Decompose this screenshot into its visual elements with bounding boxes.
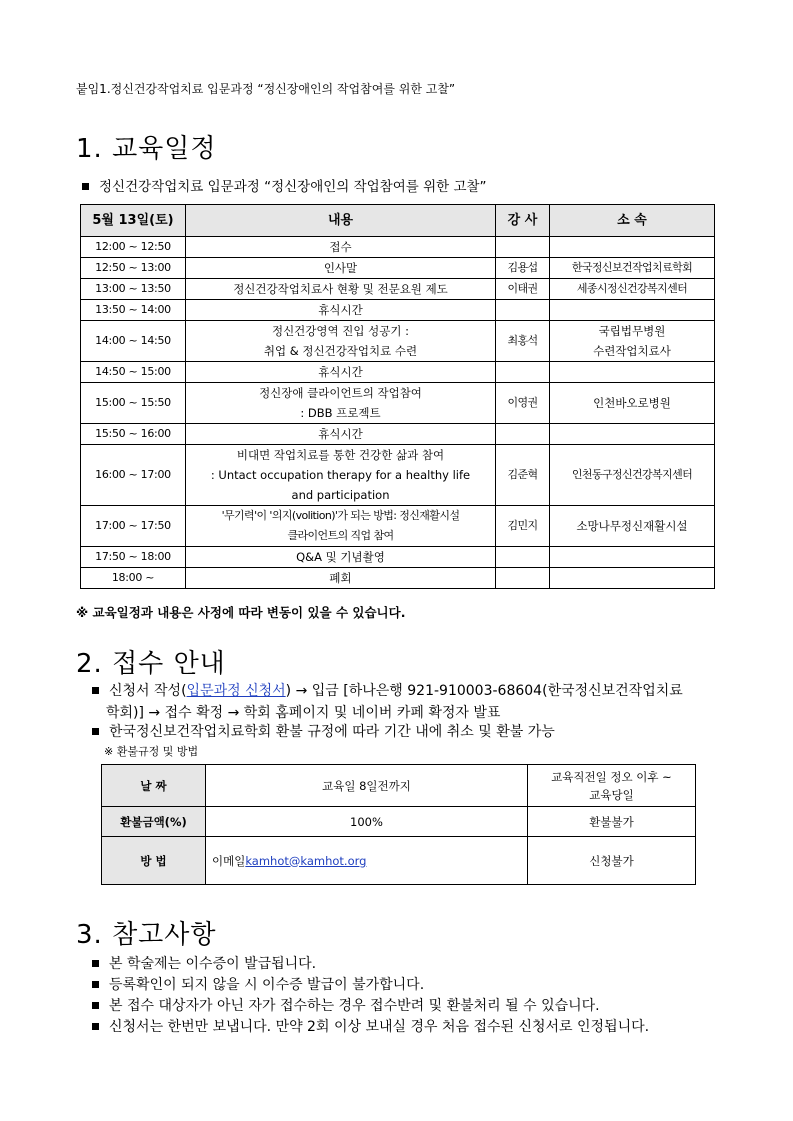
refund-label-amount: 환불금액(%) [102, 807, 206, 837]
refund-row-amount [102, 807, 696, 837]
row-speaker: 김민지 [496, 506, 550, 547]
row-org: 한국정신보건작업치료학회 [550, 258, 715, 279]
refund-policy-item [92, 721, 555, 743]
application-form-link[interactable]: 입문과정 신청서 [186, 683, 286, 699]
header-date: 5월 13일(토) [81, 205, 186, 237]
row-speaker: 김준혁 [496, 445, 550, 506]
header-org: 소 속 [550, 205, 715, 237]
schedule-subtitle [82, 175, 487, 195]
row-speaker [496, 568, 550, 589]
note-text: 본 학술제는 이수증이 발급됩니다. [109, 956, 317, 972]
table-row [81, 445, 715, 506]
row-org [550, 321, 715, 362]
row-speaker [496, 362, 550, 383]
row-time: 14:50 ~ 15:00 [81, 362, 186, 383]
table-row [81, 383, 715, 424]
row-speaker: 이태권 [496, 279, 550, 300]
refund-policy-text: 한국정신보건작업치료학회 환불 규정에 따라 기간 내에 취소 및 환불 가능 [109, 724, 555, 740]
table-row [81, 300, 715, 321]
row-content: 접수 [186, 237, 496, 258]
row-org: 인천바오로병원 [550, 383, 715, 424]
row-org [550, 424, 715, 445]
row-time: 13:00 ~ 13:50 [81, 279, 186, 300]
row-org [550, 568, 715, 589]
reg-text-line2: 학회)] → 접수 확정 → 학회 홈페이지 및 네이버 카페 확정자 발표 [106, 705, 501, 721]
table-row [81, 568, 715, 589]
row-org: 인천동구정신건강복지센터 [550, 445, 715, 506]
note-text: 본 접수 대상자가 아닌 자가 접수하는 경우 접수반려 및 환불처리 될 수 있습니다. [109, 998, 600, 1014]
refund-note: ※ 환불규정 및 방법 [104, 745, 199, 758]
row-content [186, 445, 496, 506]
row-content: Q&A 및 기념촬영 [186, 547, 496, 568]
bullet-icon [92, 1023, 99, 1030]
table-row [81, 279, 715, 300]
row-content: 폐회 [186, 568, 496, 589]
row-org [550, 237, 715, 258]
row-speaker: 최홍석 [496, 321, 550, 362]
content-line: 취업 & 정신건강작업치료 수련 [263, 344, 418, 358]
row-time: 16:00 ~ 17:00 [81, 445, 186, 506]
row-speaker: 김용섭 [496, 258, 550, 279]
row-content [186, 506, 496, 547]
table-row [81, 424, 715, 445]
row-time: 15:50 ~ 16:00 [81, 424, 186, 445]
row-time: 12:00 ~ 12:50 [81, 237, 186, 258]
row-content: 휴식시간 [186, 362, 496, 383]
row-org: 세종시정신건강복지센터 [550, 279, 715, 300]
row-time: 17:50 ~ 18:00 [81, 547, 186, 568]
table-row [81, 258, 715, 279]
attachment-header: 붙임1.정신건강작업치료 입문과정 “정신장애인의 작업참여를 위한 고찰” [76, 82, 456, 96]
refund-label-date: 날 짜 [102, 765, 206, 807]
row-time: 18:00 ~ [81, 568, 186, 589]
note-text: 신청서는 한번만 보냅니다. 만약 2회 이상 보내실 경우 처음 접수된 신청서로 인정됩니다. [109, 1019, 650, 1035]
row-content: 정신건강작업치료사 현황 및 전문요원 제도 [186, 279, 496, 300]
bullet-icon [82, 183, 89, 190]
row-time: 13:50 ~ 14:00 [81, 300, 186, 321]
schedule-note: ※ 교육일정과 내용은 사정에 따라 변동이 있을 수 있습니다. [76, 605, 406, 620]
refund-cell-line: 교육직전일 정오 이후 ~ [551, 769, 672, 784]
refund-cell-line: 교육당일 [589, 787, 634, 802]
refund-row-method [102, 837, 696, 885]
reg-text: ) → 입금 [하나은행 921-910003-68604(한국정신보건작업치료 [285, 683, 683, 699]
row-speaker: 이영권 [496, 383, 550, 424]
refund-label-method: 방 법 [102, 837, 206, 885]
row-org [550, 362, 715, 383]
schedule-table [80, 204, 715, 589]
registration-step [92, 680, 732, 724]
subtitle-text: 정신건강작업치료 입문과정 “정신장애인의 작업참여를 위한 고찰” [99, 179, 487, 195]
row-content: 휴식시간 [186, 424, 496, 445]
org-line: 수련작업치료사 [593, 344, 671, 358]
section-title-registration: 2. 접수 안내 [76, 649, 226, 679]
email-link[interactable]: kamhot@kamhot.org [245, 853, 367, 868]
bullet-icon [92, 1002, 99, 1009]
refund-cell [206, 837, 528, 885]
refund-cell: 교육일 8일전까지 [206, 765, 528, 807]
reg-text: 신청서 작성( [109, 683, 187, 699]
note-text: 등록확인이 되지 않을 시 이수증 발급이 불가합니다. [109, 977, 425, 993]
refund-row-date [102, 765, 696, 807]
note-item [92, 995, 600, 1015]
email-prefix: 이메일 [212, 853, 246, 868]
refund-cell: 환불불가 [528, 807, 696, 837]
refund-table [101, 764, 696, 885]
row-org [550, 547, 715, 568]
row-speaker [496, 424, 550, 445]
content-line: 클라이언트의 직업 참여 [287, 529, 394, 542]
header-content: 내용 [186, 205, 496, 237]
refund-cell: 100% [206, 807, 528, 837]
org-line: 국립법무병원 [598, 324, 666, 338]
row-content: 인사말 [186, 258, 496, 279]
header-speaker: 강 사 [496, 205, 550, 237]
table-row [81, 237, 715, 258]
note-item [92, 1016, 649, 1036]
row-time: 12:50 ~ 13:00 [81, 258, 186, 279]
row-content: 휴식시간 [186, 300, 496, 321]
note-item [92, 974, 424, 994]
content-line: : Untact occupation therapy for a healthy life [210, 468, 471, 482]
refund-cell: 신청불가 [528, 837, 696, 885]
content-line: and participation [291, 488, 390, 502]
note-item [92, 953, 316, 973]
bullet-icon [92, 728, 99, 735]
row-time: 17:00 ~ 17:50 [81, 506, 186, 547]
row-org: 소망나무정신재활시설 [550, 506, 715, 547]
section-title-schedule: 1. 교육일정 [76, 134, 217, 164]
content-line: 정신건강영역 진입 성공기 : [271, 324, 410, 338]
row-org [550, 300, 715, 321]
bullet-icon [92, 687, 99, 694]
row-speaker [496, 547, 550, 568]
section-title-notes: 3. 참고사항 [76, 920, 217, 950]
bullet-icon [92, 981, 99, 988]
row-content [186, 383, 496, 424]
row-time: 14:00 ~ 14:50 [81, 321, 186, 362]
row-time: 15:00 ~ 15:50 [81, 383, 186, 424]
row-speaker [496, 237, 550, 258]
bullet-icon [92, 960, 99, 967]
content-line: : DBB 프로젝트 [300, 406, 381, 420]
content-line: 정신장애 클라이언트의 작업참여 [259, 386, 422, 400]
table-row [81, 321, 715, 362]
content-line: 비대면 작업치료를 통한 건강한 삶과 참여 [236, 448, 445, 462]
refund-cell [528, 765, 696, 807]
table-row [81, 506, 715, 547]
content-line: '무기력'이 '의지(volition)'가 되는 방법: 정신재활시설 [221, 509, 460, 522]
row-speaker [496, 300, 550, 321]
table-header-row [81, 205, 715, 237]
table-row [81, 547, 715, 568]
table-row [81, 362, 715, 383]
row-content [186, 321, 496, 362]
